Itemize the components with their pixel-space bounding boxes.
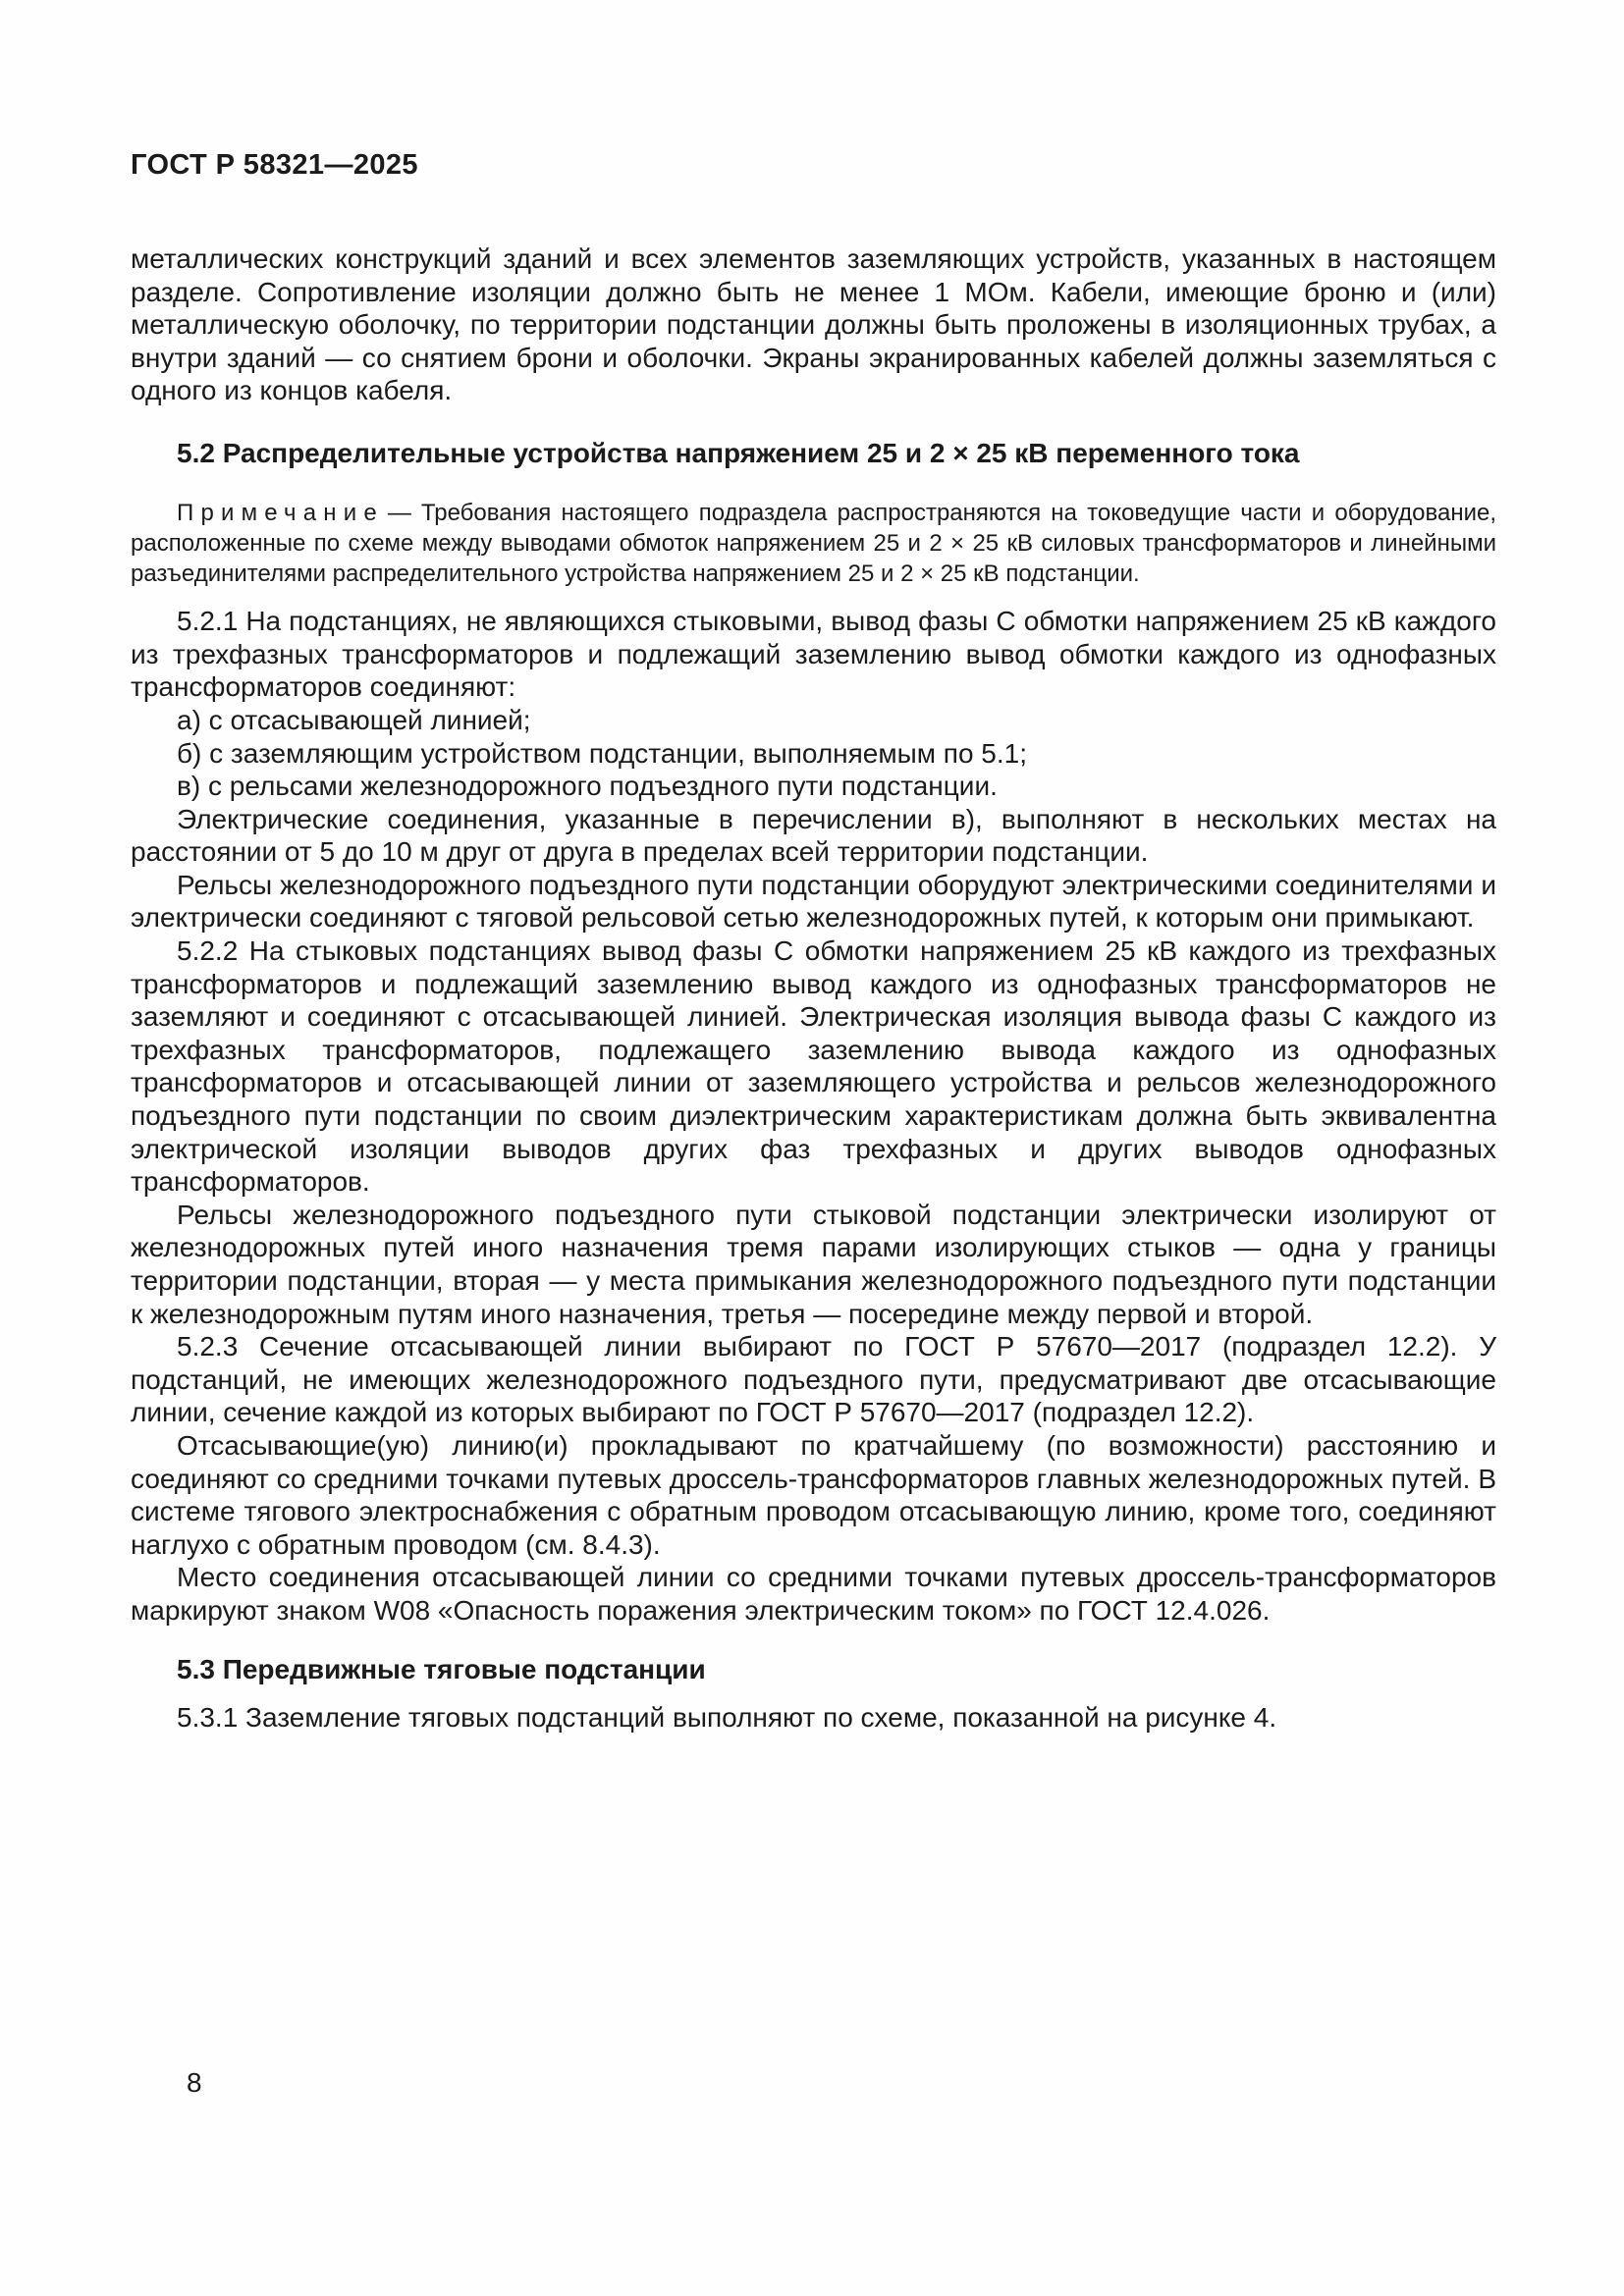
- note-label: Примечание: [177, 499, 384, 526]
- paragraph-5-2-2: 5.2.2 На стыковых подстанциях вывод фазы С обмотки напряжением 25 кВ каждого из трехфазных трансформаторов и подлежащий заземлению вывод каждого из однофазных трансформаторов не заземляют и соединяют с отсасывающей линией. Электрическая изоляция вывода фазы С каждого из трехфазных трансформаторов, подлежащего заземлению вывода каждого из однофазных трансформаторов и отсасывающей линии от заземляющего устройства и рельсов железнодорожного подъездного пути подстанции по своим диэлектрическим характеристикам должна быть эквивалентна электрической изоляции выводов других фаз трехфазных и других выводов однофазных трансформаторов.: [131, 935, 1496, 1198]
- page-content: [131, 149, 1496, 1735]
- doc-code-header: ГОСТ Р 58321—2025: [131, 149, 418, 181]
- paragraph-suction-lines: Отсасывающие(ую) линию(и) прокладывают по кратчайшему (по возможности) расстоянию и соединяют со средними точками путевых дроссель-трансформаторов главных железнодорожных путей. В системе тягового электроснабжения с обратным проводом отсасывающую линию, кроме того, соединяют наглухо с обратным проводом (см. 8.4.3).: [131, 1429, 1496, 1560]
- paragraph-5-2-1: 5.2.1 На подстанциях, не являющихся стыковыми, вывод фазы С обмотки напряжением 25 кВ каждого из трехфазных трансформаторов и подлежащий заземлению вывод обмотки каждого из однофазных трансформаторов соединяют:: [131, 606, 1496, 703]
- paragraph-electrical-connections: Электрические соединения, указанные в перечислении в), выполняют в нескольких местах на расстоянии от 5 до 10 м друг от друга в пределах всей территории подстанции.: [131, 803, 1496, 868]
- note-dash: —: [387, 499, 411, 526]
- paragraph-intro: металлических конструкций зданий и всех элементов заземляющих устройств, указанных в настоящем разделе. Сопротивление изоляции должно быть не менее 1 МОм. Кабели, имеющие броню и (или) металлическую оболочку, по территории подстанции должны быть проложены в изоляционных трубах, а внутри зданий — со снятием брони и оболочки. Экраны экранированных кабелей должны заземляться с одного из концов кабеля.: [131, 243, 1496, 406]
- paragraph-rails-connection: Рельсы железнодорожного подъездного пути подстанции оборудуют электрическими соединителями и электрически соединяют с тяговой рельсовой сетью железнодорожных путей, к которым они примыкают.: [131, 869, 1496, 934]
- list-item-v: в) с рельсами железнодорожного подъездного пути подстанции.: [177, 771, 998, 802]
- list-item-b: б) с заземляющим устройством подстанции, выполняемым по 5.1;: [177, 737, 1028, 769]
- page-number: 8: [187, 2067, 202, 2098]
- paragraph-5-3-1: 5.3.1 Заземление тяговых подстанций выполняют по схеме, показанной на рисунке 4.: [177, 1702, 1277, 1734]
- paragraph-w08-marking: Место соединения отсасывающей линии со средними точками путевых дроссель-трансформаторов маркируют знаком W08 «Опасность поражения электрическим током» по ГОСТ 12.4.026.: [131, 1562, 1496, 1626]
- list-item-a: а) с отсасывающей линией;: [177, 704, 531, 735]
- section-5-3-heading: 5.3 Передвижные тяговые подстанции: [177, 1653, 706, 1684]
- paragraph-5-2-3: 5.2.3 Сечение отсасывающей линии выбирают по ГОСТ Р 57670—2017 (подраздел 12.2). У подстанций, не имеющих железнодорожного подъездного пути, предусматривают две отсасывающие линии, сечение каждой из которых выбирают по ГОСТ Р 57670—2017 (подраздел 12.2).: [131, 1331, 1496, 1428]
- section-5-2-heading: 5.2 Распределительные устройства напряжением 25 и 2 × 25 кВ переменного тока: [177, 437, 1300, 468]
- note-text: Требования настоящего подраздела распространяются на токоведущие части и оборудование, расположенные по схеме между выводами обмоток напряжением 25 и 2 × 25 кВ силовых трансформаторов и линейными разъединителями распределительного устройства напряжением 25 и 2 × 25 кВ подстанции.: [131, 499, 1496, 587]
- paragraph-rails-insulation: Рельсы железнодорожного подъездного пути стыковой подстанции электрически изолируют от железнодорожных путей иного назначения тремя парами изолирующих стыков — одна у границы территории подстанции, вторая — у места примыкания железнодорожного подъездного пути подстанции к железнодорожным путям иного назначения, третья — посередине между первой и второй.: [131, 1199, 1496, 1329]
- note: [131, 498, 1496, 590]
